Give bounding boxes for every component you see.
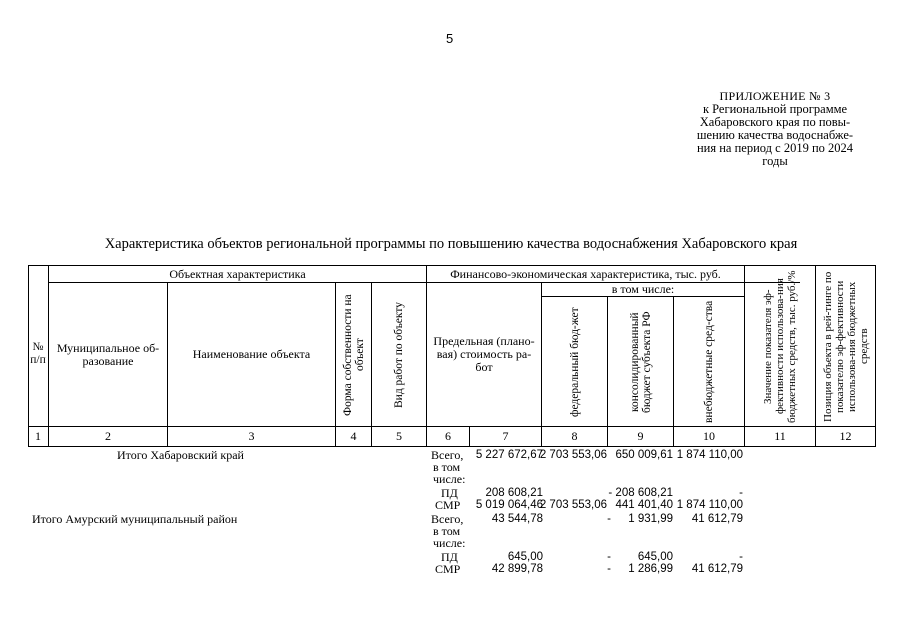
appendix-title: ПРИЛОЖЕНИЕ № 3 — [719, 89, 831, 103]
header-work-type-cell — [372, 283, 426, 426]
cell-total: 5 019 064,46 — [475, 499, 543, 511]
cell-federal: 2 703 553,06 — [539, 499, 607, 511]
col-number: 9 — [637, 429, 644, 443]
header-efficiency: Значение показателя эф-фективности использова-ния бюджетных средств, тыс. руб./% — [762, 269, 798, 423]
header-federal-cell — [542, 297, 607, 426]
cell-extra: 41 612,79 — [691, 563, 743, 575]
header-including: в том числе: — [611, 282, 675, 296]
cell-total: 645,00 — [507, 551, 543, 563]
cell-regional: - 208 608,21 — [608, 487, 673, 499]
header-regional-cell — [608, 297, 673, 426]
table-border — [28, 446, 876, 447]
row-sub-label: СМР — [435, 498, 461, 512]
header-ownership-cell — [336, 283, 371, 426]
appendix-block — [660, 90, 890, 168]
row-label: числе: — [433, 536, 466, 550]
header-rating: Позиция объекта в рей-тинге по показателю эф-фективности использова-ния бюджетных средств — [821, 270, 870, 422]
header-extra-cell — [674, 297, 744, 426]
cell-regional: 1 931,99 — [628, 513, 673, 525]
header-municipality: Муниципальное об-разование — [56, 340, 160, 368]
cell-extra: - — [739, 487, 743, 499]
appendix-line: Хабаровского края по повы- — [699, 115, 851, 129]
row-label: Всего, — [431, 512, 464, 526]
cell-total: 42 899,78 — [491, 563, 543, 575]
table-border — [875, 265, 876, 447]
appendix-line: шению качества водоснабже- — [696, 128, 854, 142]
col-number: 3 — [248, 429, 255, 443]
col-number: 12 — [839, 429, 852, 443]
cell-federal: - — [607, 513, 611, 525]
header-work-type: Вид работ по объекту — [393, 301, 405, 408]
row-sub-label: СМР — [435, 562, 461, 576]
header-object-name: Наименование объекта — [192, 347, 311, 361]
header-rating-cell — [816, 266, 875, 426]
cell-total: 43 544,78 — [491, 513, 543, 525]
document-title: Характеристика объектов региональной программы по повышению качества водоснабжения Хабаровского края — [104, 236, 798, 252]
col-number: 2 — [105, 429, 111, 443]
cell-extra: 41 612,79 — [691, 513, 743, 525]
header-num: № п/п — [30, 341, 46, 366]
cell-regional: 441 401,40 — [615, 499, 673, 511]
row-label: числе: — [433, 472, 466, 486]
row-label: в том — [433, 460, 461, 474]
header-fin-group: Финансово-экономическая характеристика, тыс. руб. — [450, 266, 721, 281]
col-number: 4 — [350, 429, 357, 443]
col-number: 7 — [502, 429, 509, 443]
appendix-line: годы — [762, 154, 788, 168]
header-efficiency-cell — [745, 266, 815, 426]
cell-regional: 1 286,99 — [628, 563, 673, 575]
cell-federal: 2 703 553,06 — [539, 449, 607, 461]
row-sub-label: ПД — [441, 486, 458, 500]
page-number: 5 — [446, 31, 454, 46]
cell-extra: 1 874 110,00 — [676, 499, 743, 511]
header-ownership: Форма собственности на объект — [341, 293, 366, 416]
col-number: 10 — [703, 429, 715, 443]
row-sub-label: ПД — [441, 550, 458, 564]
cell-extra: 1 874 110,00 — [676, 449, 743, 461]
header-table — [28, 265, 876, 447]
cell-total: 208 608,21 — [485, 487, 543, 499]
cell-regional: 650 009,61 — [615, 449, 673, 461]
col-number: 11 — [774, 429, 786, 443]
cell-federal: - — [607, 563, 611, 575]
cell-extra: - — [739, 551, 743, 563]
appendix-line: к Региональной программе — [702, 102, 848, 116]
col-number: 5 — [396, 429, 402, 443]
header-extra: внебюджетные сред-ства — [703, 300, 715, 423]
header-regional: консолидированный бюджет субъекта РФ — [628, 310, 653, 413]
cell-total: 5 227 672,67 — [475, 449, 543, 461]
header-object-group: Объектная характеристика — [169, 266, 306, 281]
col-number: 1 — [35, 429, 41, 443]
col-number: 8 — [571, 429, 578, 443]
appendix-line: ния на период с 2019 по 2024 — [696, 141, 854, 155]
cell-federal: - — [607, 551, 611, 563]
header-federal: федеральный бюд-жет — [568, 306, 581, 417]
row-name: Итого Хабаровский край — [117, 448, 244, 462]
row-label: Всего, — [431, 448, 464, 462]
header-max-cost: Предельная (плано-вая) стоимость ра-бот — [433, 334, 535, 374]
row-name: Итого Амурский муниципальный район — [32, 512, 238, 526]
cell-regional: 645,00 — [637, 551, 673, 563]
col-number: 6 — [445, 429, 451, 443]
row-label: в том — [433, 524, 461, 538]
table-line — [426, 265, 427, 447]
